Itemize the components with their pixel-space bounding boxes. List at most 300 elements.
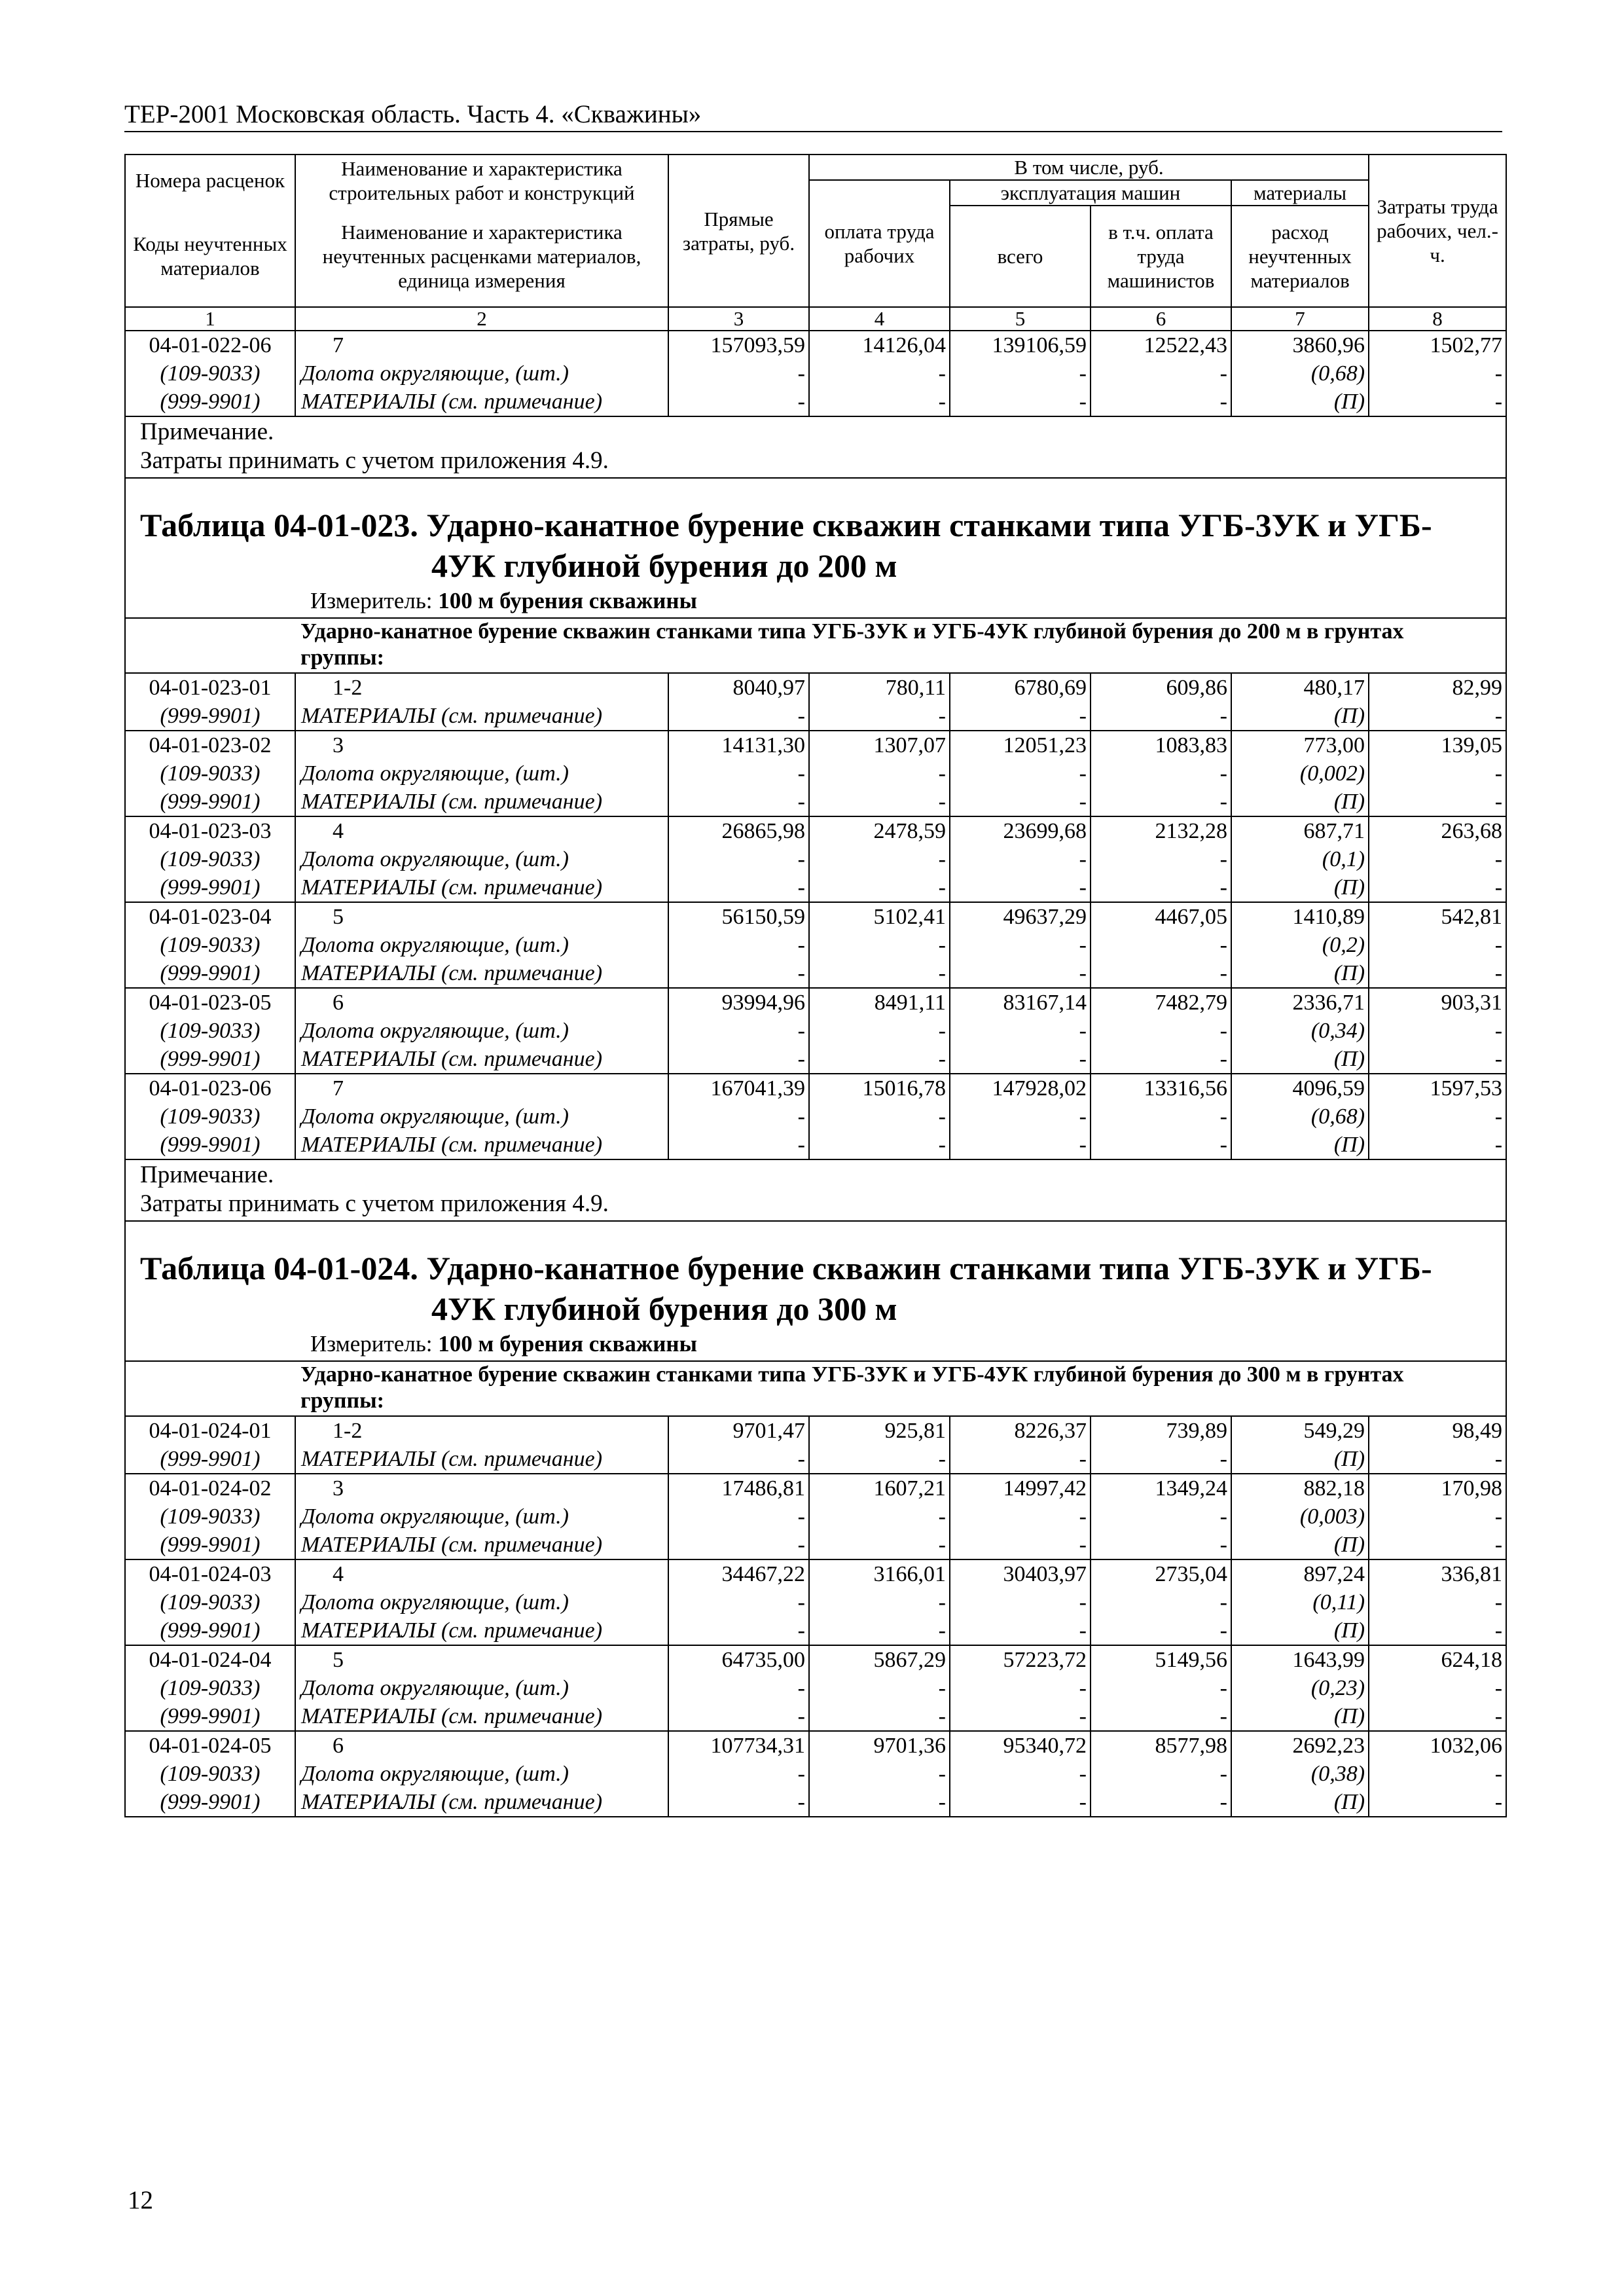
name-cell: МАТЕРИАЛЫ (см. примечание) (295, 388, 668, 416)
machines-pay-cell: - (1091, 388, 1231, 416)
labor-pay-cell: 15016,78 (809, 1074, 950, 1102)
labor-hours-cell: - (1369, 873, 1506, 902)
direct-cost-cell: - (668, 1674, 809, 1702)
direct-cost-cell: - (668, 1445, 809, 1474)
col-number: 1 (125, 307, 295, 331)
table-head (125, 155, 1506, 331)
machines-pay-cell: - (1091, 1503, 1231, 1531)
code-cell: (999-9901) (125, 1531, 295, 1559)
machines-pay-cell: 5149,56 (1091, 1645, 1231, 1674)
table-row (125, 1760, 1506, 1788)
direct-cost-cell: - (668, 1503, 809, 1531)
meter-label: Измеритель: (310, 1331, 433, 1357)
header-machines-pay: в т.ч. оплата труда машинистов (1091, 206, 1231, 307)
direct-cost-cell: 34467,22 (668, 1559, 809, 1588)
table-row (125, 359, 1506, 388)
direct-cost-cell: - (668, 1102, 809, 1131)
machines-pay-cell: - (1091, 1674, 1231, 1702)
name-cell: 6 (295, 1731, 668, 1760)
labor-pay-cell: 3166,01 (809, 1559, 950, 1588)
machines-total-cell: - (950, 1102, 1091, 1131)
labor-pay-cell: - (809, 1045, 950, 1074)
table-row (125, 1731, 1506, 1760)
labor-hours-cell: - (1369, 1674, 1506, 1702)
name-cell: МАТЕРИАЛЫ (см. примечание) (295, 959, 668, 988)
labor-hours-cell: - (1369, 788, 1506, 816)
direct-cost-cell: 56150,59 (668, 902, 809, 931)
labor-hours-cell: - (1369, 759, 1506, 788)
machines-total-cell: - (950, 359, 1091, 388)
header-materials-sub: расход неучтенных материалов (1231, 206, 1369, 307)
machines-pay-cell: - (1091, 359, 1231, 388)
machines-total-cell: 23699,68 (950, 816, 1091, 845)
header-code-b: Коды неучтенных материалов (125, 206, 295, 307)
name-cell: Долота округляющие, (шт.) (295, 1503, 668, 1531)
table-row (125, 959, 1506, 988)
header-labor-pay: оплата труда рабочих (809, 180, 950, 307)
code-cell: 04-01-023-03 (125, 816, 295, 845)
table-row (125, 1074, 1506, 1102)
header-code-a: Номера расценок (125, 155, 295, 206)
machines-total-cell: - (950, 702, 1091, 731)
materials-cell: (П) (1231, 702, 1369, 731)
labor-hours-cell: - (1369, 1045, 1506, 1074)
machines-total-cell: 30403,97 (950, 1559, 1091, 1588)
machines-total-cell: 147928,02 (950, 1074, 1091, 1102)
labor-pay-cell: - (809, 1531, 950, 1559)
machines-pay-cell: - (1091, 702, 1231, 731)
labor-pay-cell: - (809, 1760, 950, 1788)
name-cell: Долота округляющие, (шт.) (295, 1017, 668, 1045)
direct-cost-cell: - (668, 1616, 809, 1645)
table-row (125, 873, 1506, 902)
direct-cost-cell: - (668, 788, 809, 816)
labor-hours-cell: - (1369, 1531, 1506, 1559)
direct-cost-cell: 14131,30 (668, 731, 809, 759)
materials-cell: 549,29 (1231, 1416, 1369, 1445)
machines-pay-cell: 1349,24 (1091, 1474, 1231, 1503)
col-number: 7 (1231, 307, 1369, 331)
labor-hours-cell: - (1369, 1760, 1506, 1788)
direct-cost-cell: 9701,47 (668, 1416, 809, 1445)
table-row (125, 988, 1506, 1017)
page-number: 12 (128, 2186, 153, 2214)
materials-cell: (0,23) (1231, 1674, 1369, 1702)
machines-pay-cell: - (1091, 931, 1231, 959)
materials-cell: (П) (1231, 788, 1369, 816)
name-cell: МАТЕРИАЛЫ (см. примечание) (295, 1788, 668, 1817)
labor-pay-cell: - (809, 959, 950, 988)
labor-hours-cell: - (1369, 959, 1506, 988)
machines-pay-cell: 12522,43 (1091, 331, 1231, 359)
table-row (125, 931, 1506, 959)
materials-cell: (П) (1231, 388, 1369, 416)
labor-pay-cell: 1307,07 (809, 731, 950, 759)
meter (125, 586, 1506, 618)
code-cell: (999-9901) (125, 873, 295, 902)
materials-cell: (П) (1231, 1702, 1369, 1731)
table-row (125, 702, 1506, 731)
labor-pay-cell: - (809, 388, 950, 416)
header-name-a: Наименование и характеристика строительных работ и конструкций (295, 155, 668, 206)
code-cell: 04-01-023-06 (125, 1074, 295, 1102)
labor-pay-cell: 5102,41 (809, 902, 950, 931)
code-cell: (999-9901) (125, 1788, 295, 1817)
machines-pay-cell: 609,86 (1091, 673, 1231, 702)
machines-pay-cell: 739,89 (1091, 1416, 1231, 1445)
machines-pay-cell: - (1091, 1017, 1231, 1045)
direct-cost-cell: - (668, 873, 809, 902)
name-cell: МАТЕРИАЛЫ (см. примечание) (295, 1531, 668, 1559)
materials-cell: 1643,99 (1231, 1645, 1369, 1674)
table-row (125, 1445, 1506, 1474)
direct-cost-cell: 8040,97 (668, 673, 809, 702)
code-cell: (999-9901) (125, 959, 295, 988)
name-cell: 1-2 (295, 673, 668, 702)
name-cell: Долота округляющие, (шт.) (295, 759, 668, 788)
machines-total-cell: 83167,14 (950, 988, 1091, 1017)
machines-total-cell: - (950, 1674, 1091, 1702)
running-title: ТЕР-2001 Московская область. Часть 4. «Скважины» (124, 100, 702, 128)
col-number: 5 (950, 307, 1091, 331)
code-cell: (999-9901) (125, 788, 295, 816)
table-row (125, 1531, 1506, 1559)
direct-cost-cell: - (668, 1017, 809, 1045)
code-cell: 04-01-023-04 (125, 902, 295, 931)
labor-hours-cell: - (1369, 1017, 1506, 1045)
labor-hours-cell: 263,68 (1369, 816, 1506, 845)
table-row (125, 1474, 1506, 1503)
machines-total-cell: - (950, 1503, 1091, 1531)
machines-total-cell: - (950, 959, 1091, 988)
name-cell: МАТЕРИАЛЫ (см. примечание) (295, 702, 668, 731)
col-number: 2 (295, 307, 668, 331)
materials-cell: (0,68) (1231, 1102, 1369, 1131)
machines-pay-cell: 8577,98 (1091, 1731, 1231, 1760)
labor-pay-cell: - (809, 1788, 950, 1817)
labor-pay-cell: 5867,29 (809, 1645, 950, 1674)
labor-hours-cell: 170,98 (1369, 1474, 1506, 1503)
labor-pay-cell: 8491,11 (809, 988, 950, 1017)
section-022 (125, 331, 1506, 416)
machines-total-cell: - (950, 1616, 1091, 1645)
machines-pay-cell: - (1091, 1131, 1231, 1159)
machines-pay-cell: - (1091, 1588, 1231, 1616)
note-label: Примечание. (125, 1159, 1506, 1190)
direct-cost-cell: - (668, 931, 809, 959)
table-row (125, 845, 1506, 873)
labor-pay-cell: - (809, 931, 950, 959)
labor-pay-cell: - (809, 1588, 950, 1616)
code-cell: 04-01-024-01 (125, 1416, 295, 1445)
code-cell: 04-01-024-02 (125, 1474, 295, 1503)
name-cell: Долота округляющие, (шт.) (295, 359, 668, 388)
materials-cell: 3860,96 (1231, 331, 1369, 359)
section-023 (125, 673, 1506, 1159)
code-cell: (109-9033) (125, 1017, 295, 1045)
machines-pay-cell: - (1091, 1531, 1231, 1559)
machines-total-cell: - (950, 388, 1091, 416)
direct-cost-cell: 93994,96 (668, 988, 809, 1017)
materials-cell: (0,2) (1231, 931, 1369, 959)
machines-pay-cell: - (1091, 959, 1231, 988)
direct-cost-cell: 157093,59 (668, 331, 809, 359)
direct-cost-cell: - (668, 1531, 809, 1559)
materials-cell: (П) (1231, 873, 1369, 902)
materials-cell: 773,00 (1231, 731, 1369, 759)
note-text: Затраты принимать с учетом приложения 4.9. (125, 1190, 1506, 1221)
code-cell: (109-9033) (125, 359, 295, 388)
section-024 (125, 1416, 1506, 1817)
machines-total-cell: - (950, 1588, 1091, 1616)
machines-pay-cell: - (1091, 1102, 1231, 1131)
machines-pay-cell: 7482,79 (1091, 988, 1231, 1017)
labor-pay-cell: - (809, 1503, 950, 1531)
table-row (125, 1559, 1506, 1588)
labor-hours-cell: 139,05 (1369, 731, 1506, 759)
materials-cell: (0,1) (1231, 845, 1369, 873)
labor-hours-cell: - (1369, 388, 1506, 416)
labor-hours-cell: - (1369, 845, 1506, 873)
materials-cell: 1410,89 (1231, 902, 1369, 931)
labor-hours-cell: - (1369, 1616, 1506, 1645)
code-cell: (999-9901) (125, 702, 295, 731)
labor-hours-cell: - (1369, 1588, 1506, 1616)
labor-pay-cell: - (809, 1702, 950, 1731)
machines-total-cell: - (950, 759, 1091, 788)
direct-cost-cell: - (668, 359, 809, 388)
machines-pay-cell: - (1091, 845, 1231, 873)
table-row (125, 388, 1506, 416)
header-materials: материалы (1231, 180, 1369, 206)
direct-cost-cell: - (668, 388, 809, 416)
table-title-line1: Таблица 04-01-023. Ударно-канатное бурение скважин станками типа УГБ-3УК и УГБ- (140, 507, 1432, 543)
materials-cell: 2692,23 (1231, 1731, 1369, 1760)
labor-hours-cell: 1597,53 (1369, 1074, 1506, 1102)
header-name-b: Наименование и характеристика неучтенных расценками материалов, единица измерения (295, 206, 668, 307)
machines-pay-cell: 2735,04 (1091, 1559, 1231, 1588)
materials-cell: 2336,71 (1231, 988, 1369, 1017)
subheading: Ударно-канатное бурение скважин станками типа УГБ-3УК и УГБ-4УК глубиной бурения до 200 м в грунтах группы: (295, 618, 1506, 673)
materials-cell: (0,002) (1231, 759, 1369, 788)
direct-cost-cell: - (668, 1760, 809, 1788)
labor-pay-cell: - (809, 1131, 950, 1159)
labor-hours-cell: 542,81 (1369, 902, 1506, 931)
labor-pay-cell: - (809, 702, 950, 731)
name-cell: Долота округляющие, (шт.) (295, 1588, 668, 1616)
direct-cost-cell: 64735,00 (668, 1645, 809, 1674)
col-number: 4 (809, 307, 950, 331)
header-labor: Затраты труда рабочих, чел.-ч. (1369, 155, 1506, 307)
name-cell: МАТЕРИАЛЫ (см. примечание) (295, 788, 668, 816)
materials-cell: 687,71 (1231, 816, 1369, 845)
table-row (125, 1616, 1506, 1645)
meter (125, 1329, 1506, 1361)
machines-pay-cell: 1083,83 (1091, 731, 1231, 759)
code-cell: 04-01-023-05 (125, 988, 295, 1017)
materials-cell: (П) (1231, 1616, 1369, 1645)
machines-pay-cell: 13316,56 (1091, 1074, 1231, 1102)
table-row (125, 1131, 1506, 1159)
code-cell: (109-9033) (125, 1503, 295, 1531)
table-row (125, 759, 1506, 788)
machines-total-cell: 14997,42 (950, 1474, 1091, 1503)
labor-hours-cell: - (1369, 1131, 1506, 1159)
code-cell: (999-9901) (125, 388, 295, 416)
table-row (125, 331, 1506, 359)
name-cell: 7 (295, 331, 668, 359)
labor-hours-cell: - (1369, 1702, 1506, 1731)
machines-total-cell: - (950, 788, 1091, 816)
name-cell: Долота округляющие, (шт.) (295, 845, 668, 873)
materials-cell: (П) (1231, 1045, 1369, 1074)
labor-hours-cell: 624,18 (1369, 1645, 1506, 1674)
header-rule (124, 131, 1502, 132)
materials-cell: (0,003) (1231, 1503, 1369, 1531)
name-cell: МАТЕРИАЛЫ (см. примечание) (295, 1131, 668, 1159)
table-row (125, 902, 1506, 931)
table-row (125, 1102, 1506, 1131)
labor-hours-cell: - (1369, 1445, 1506, 1474)
direct-cost-cell: - (668, 702, 809, 731)
materials-cell: (0,34) (1231, 1017, 1369, 1045)
name-cell: Долота округляющие, (шт.) (295, 1760, 668, 1788)
section-022-note (125, 416, 1506, 478)
direct-cost-cell: 17486,81 (668, 1474, 809, 1503)
materials-cell: (П) (1231, 1788, 1369, 1817)
table-title-line1: Таблица 04-01-024. Ударно-канатное бурение скважин станками типа УГБ-3УК и УГБ- (140, 1250, 1432, 1286)
name-cell: 5 (295, 902, 668, 931)
code-cell: 04-01-024-03 (125, 1559, 295, 1588)
direct-cost-cell: 167041,39 (668, 1074, 809, 1102)
labor-pay-cell: - (809, 788, 950, 816)
name-cell: Долота округляющие, (шт.) (295, 1674, 668, 1702)
name-cell: МАТЕРИАЛЫ (см. примечание) (295, 1045, 668, 1074)
direct-cost-cell: - (668, 1131, 809, 1159)
table-row (125, 1017, 1506, 1045)
direct-cost-cell: - (668, 1788, 809, 1817)
code-cell: (999-9901) (125, 1445, 295, 1474)
machines-total-cell: - (950, 1531, 1091, 1559)
labor-pay-cell: - (809, 359, 950, 388)
direct-cost-cell: - (668, 845, 809, 873)
table-row (125, 1674, 1506, 1702)
code-cell: (109-9033) (125, 1102, 295, 1131)
machines-pay-cell: - (1091, 873, 1231, 902)
table-row (125, 816, 1506, 845)
header-incl: В том числе, руб. (809, 155, 1369, 180)
machines-total-cell: - (950, 1017, 1091, 1045)
machines-pay-cell: - (1091, 1616, 1231, 1645)
code-cell: (109-9033) (125, 1588, 295, 1616)
labor-hours-cell: - (1369, 1788, 1506, 1817)
code-cell: (109-9033) (125, 759, 295, 788)
note-text: Затраты принимать с учетом приложения 4.9. (125, 447, 1506, 478)
code-cell: (109-9033) (125, 1674, 295, 1702)
materials-cell: (П) (1231, 1445, 1369, 1474)
code-cell: 04-01-022-06 (125, 331, 295, 359)
materials-cell: (П) (1231, 1531, 1369, 1559)
labor-hours-cell: - (1369, 1503, 1506, 1531)
labor-pay-cell: 9701,36 (809, 1731, 950, 1760)
machines-total-cell: - (950, 845, 1091, 873)
code-cell: (999-9901) (125, 1045, 295, 1074)
name-cell: 4 (295, 816, 668, 845)
machines-total-cell: - (950, 1760, 1091, 1788)
table-title-line2: 4УК глубиной бурения до 300 м (431, 1290, 897, 1327)
machines-pay-cell: - (1091, 1445, 1231, 1474)
meter-value: 100 м бурения скважины (438, 588, 697, 613)
materials-cell: (0,38) (1231, 1760, 1369, 1788)
machines-total-cell: 12051,23 (950, 731, 1091, 759)
labor-pay-cell: - (809, 1017, 950, 1045)
page-header (124, 98, 1502, 131)
name-cell: 3 (295, 731, 668, 759)
code-cell: (109-9033) (125, 845, 295, 873)
labor-pay-cell: - (809, 759, 950, 788)
labor-pay-cell: - (809, 1445, 950, 1474)
labor-hours-cell: 1032,06 (1369, 1731, 1506, 1760)
labor-pay-cell: - (809, 1674, 950, 1702)
col-number: 8 (1369, 307, 1506, 331)
subheading-spacer (125, 1361, 295, 1416)
machines-total-cell: - (950, 1131, 1091, 1159)
table-row (125, 1416, 1506, 1445)
machines-pay-cell: - (1091, 1045, 1231, 1074)
code-cell: 04-01-023-02 (125, 731, 295, 759)
header-machines: эксплуатация машин (950, 180, 1231, 206)
table-title (125, 1221, 1506, 1329)
direct-cost-cell: 26865,98 (668, 816, 809, 845)
labor-hours-cell: 903,31 (1369, 988, 1506, 1017)
document-body (124, 154, 1506, 1817)
machines-total-cell: - (950, 1702, 1091, 1731)
table-row (125, 1503, 1506, 1531)
code-cell: (999-9901) (125, 1702, 295, 1731)
name-cell: МАТЕРИАЛЫ (см. примечание) (295, 1616, 668, 1645)
labor-hours-cell: 1502,77 (1369, 331, 1506, 359)
materials-cell: (0,11) (1231, 1588, 1369, 1616)
meter-value: 100 м бурения скважины (438, 1331, 697, 1357)
machines-total-cell: - (950, 1445, 1091, 1474)
meter-label: Измеритель: (310, 588, 433, 613)
machines-total-cell: 57223,72 (950, 1645, 1091, 1674)
code-cell: (109-9033) (125, 1760, 295, 1788)
table-row (125, 673, 1506, 702)
labor-hours-cell: - (1369, 931, 1506, 959)
machines-pay-cell: - (1091, 1760, 1231, 1788)
labor-hours-cell: 98,49 (1369, 1416, 1506, 1445)
name-cell: 1-2 (295, 1416, 668, 1445)
header-direct: Прямые затраты, руб. (668, 155, 809, 307)
table-row (125, 788, 1506, 816)
subheading-spacer (125, 618, 295, 673)
rates-table (124, 154, 1507, 1817)
materials-cell: 480,17 (1231, 673, 1369, 702)
note-label: Примечание. (125, 416, 1506, 447)
table-title-line2: 4УК глубиной бурения до 200 м (431, 547, 897, 584)
name-cell: 6 (295, 988, 668, 1017)
labor-hours-cell: - (1369, 702, 1506, 731)
direct-cost-cell: - (668, 959, 809, 988)
subheading: Ударно-канатное бурение скважин станками типа УГБ-3УК и УГБ-4УК глубиной бурения до 300 м в грунтах группы: (295, 1361, 1506, 1416)
machines-pay-cell: 2132,28 (1091, 816, 1231, 845)
machines-total-cell: - (950, 1788, 1091, 1817)
materials-cell: 882,18 (1231, 1474, 1369, 1503)
code-cell: (999-9901) (125, 1131, 295, 1159)
machines-total-cell: 95340,72 (950, 1731, 1091, 1760)
table-row (125, 1645, 1506, 1674)
